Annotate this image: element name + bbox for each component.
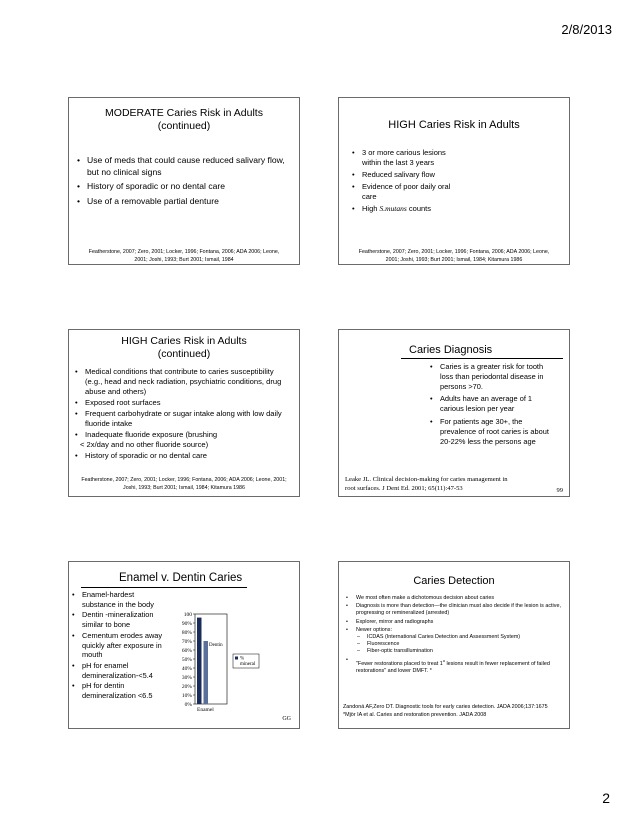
legend-label: %	[240, 656, 245, 662]
y-tick-label: 0%	[184, 701, 192, 708]
references: Zandoná AF,Zero DT. Diagnostic tools for early caries detection. JADA 2006;137:1675 *Mjör IA et al. Caries and restoration prevention. JADA 2008	[343, 704, 548, 718]
bullet-list	[74, 367, 292, 461]
y-tick-label: 80%	[181, 629, 192, 636]
mineral-bar-chart	[177, 606, 287, 716]
list-item: • "Fewer restorations placed to treat 1$^o$ lesions result in fewer replacement of failed restorations" and lower DMFT. *	[345, 657, 563, 675]
list-item: • High S.mutans counts	[351, 204, 463, 214]
list-item: • Reduced salivary flow	[351, 170, 463, 180]
slide-title: HIGH Caries Risk in Adults (continued)	[121, 335, 247, 360]
list-item: • Exposed root surfaces	[74, 398, 292, 408]
y-tick-label: 60%	[181, 647, 192, 654]
slide-high-risk	[338, 97, 570, 265]
bullet-list	[429, 362, 555, 446]
page-number: 2	[602, 790, 610, 806]
slide-title: Enamel v. Dentin Caries	[119, 572, 243, 584]
slide-number: 99	[556, 487, 563, 494]
title-underline	[401, 358, 563, 359]
y-tick-label: 20%	[181, 683, 192, 690]
bacteria-name: S.mutans	[379, 204, 407, 213]
slide-caries-detection	[338, 561, 570, 729]
bullet-list	[71, 590, 163, 701]
list-item: • Explorer, mirror and radiographs	[345, 619, 563, 626]
bullet-list	[345, 595, 563, 675]
x-category-label: Enamel	[197, 707, 214, 713]
legend-swatch	[235, 657, 238, 660]
list-item: • pH for dentin demineralization <6.5	[71, 681, 163, 700]
bullet-list	[351, 148, 463, 214]
bullet-list	[76, 155, 292, 207]
list-item: • History of sporadic or no dental care	[74, 451, 292, 461]
author-initials: GG	[282, 716, 291, 722]
list-item: • Use of a removable partial denture	[76, 196, 292, 208]
sub-list-item: – Fiber-optic transillumination	[345, 648, 563, 655]
y-tick-label: 10%	[181, 692, 192, 699]
legend-label: mineral	[240, 662, 256, 667]
slide-title: Caries Detection	[413, 575, 495, 587]
list-item: • Newer options:	[345, 627, 563, 634]
reference: Leake JL. Clinical decision-making for caries management in root surfaces. J Dent Ed. 2001; 65(11):47-53	[345, 476, 508, 492]
list-item: • Dentin -mineralization similar to bone	[71, 610, 163, 629]
slide-title: Caries Diagnosis	[409, 344, 493, 356]
list-item: • For patients age 30+, the prevalence of root caries is about 20-22% less the persons age	[429, 417, 555, 446]
list-item: • Adults have an average of 1 carious lesion per year	[429, 394, 555, 414]
slide-high-risk-continued	[68, 329, 300, 497]
references: Featherstone, 2007; Zero, 2001; Locker, 1996; Fontana, 2006; ADA 2006; Leone, 2001; Joshi, 1993; Burt 2001; Ismail, 1984; Kitamura 1986	[81, 477, 287, 491]
y-tick-label: 90%	[181, 620, 192, 627]
slide-moderate-risk	[68, 97, 300, 265]
slide-title: HIGH Caries Risk in Adults	[388, 119, 520, 131]
slide-enamel-dentin	[68, 561, 300, 729]
y-tick-label: 40%	[181, 665, 192, 672]
sub-list-item: – ICDAS (International Caries Detection and Assessment System)	[345, 634, 563, 641]
title-underline	[81, 587, 247, 588]
list-item: • Medical conditions that contribute to caries susceptibility (e.g., head and neck radiation, psychiatric conditions, drug abuse and others)	[74, 367, 292, 397]
list-item: • Frequent carbohydrate or sugar intake along with low daily fluoride intake	[74, 409, 292, 429]
list-item: • We most often make a dichotomous decision about caries	[345, 595, 563, 602]
list-item: • Caries is a greater risk for tooth loss than periodontal disease in persons >70.	[429, 362, 555, 391]
y-tick-label: 50%	[181, 656, 192, 663]
sub-list-item: – Fluorescence	[345, 641, 563, 648]
references: Featherstone, 2007; Zero, 2001; Locker, 1996; Fontana, 2006; ADA 2006; Leone, 2001; Joshi, 1993; Burt 2001; Ismail, 1984; Kitamura 1986	[358, 249, 550, 263]
list-item: • pH for enamel demineralization-<5.4	[71, 661, 163, 680]
references: Featherstone, 2007; Zero, 2001; Locker, 1996; Fontana, 2006; ADA 2006; Leone, 2001; Joshi, 1993; Burt 2001; Ismail, 1984	[88, 249, 280, 263]
list-item: • Inadequate fluoride exposure (brushing	[74, 430, 292, 440]
list-item: • Evidence of poor daily oral care	[351, 182, 463, 202]
list-item: • History of sporadic or no dental care	[76, 181, 292, 193]
y-tick-label: 30%	[181, 674, 192, 681]
list-item: • Use of meds that could cause reduced salivary flow, but no clinical signs	[76, 155, 292, 178]
list-item: • Diagnosis is more than detection—the clinician must also decide if the lesion is active, progressing or remineralized (arrested)	[345, 603, 563, 617]
slide-title: MODERATE Caries Risk in Adults (continued)	[105, 107, 263, 132]
bar-enamel-mineral	[197, 618, 202, 704]
bar-label: Dentin	[209, 643, 223, 648]
y-tick-label: 100	[183, 611, 192, 618]
list-item: • Cementum erodes away quickly after exposure in mouth	[71, 631, 163, 660]
continuation-line: < 2x/day and no other fluoride source)	[80, 440, 209, 449]
slide-caries-diagnosis	[338, 329, 570, 497]
list-item: • 3 or more carious lesions within the last 3 years	[351, 148, 463, 168]
y-tick-label: 70%	[181, 638, 192, 645]
bar-dentin-mineral	[204, 641, 209, 704]
list-item: • Enamel-hardest substance in the body	[71, 590, 163, 609]
page-date: 2/8/2013	[561, 22, 612, 37]
